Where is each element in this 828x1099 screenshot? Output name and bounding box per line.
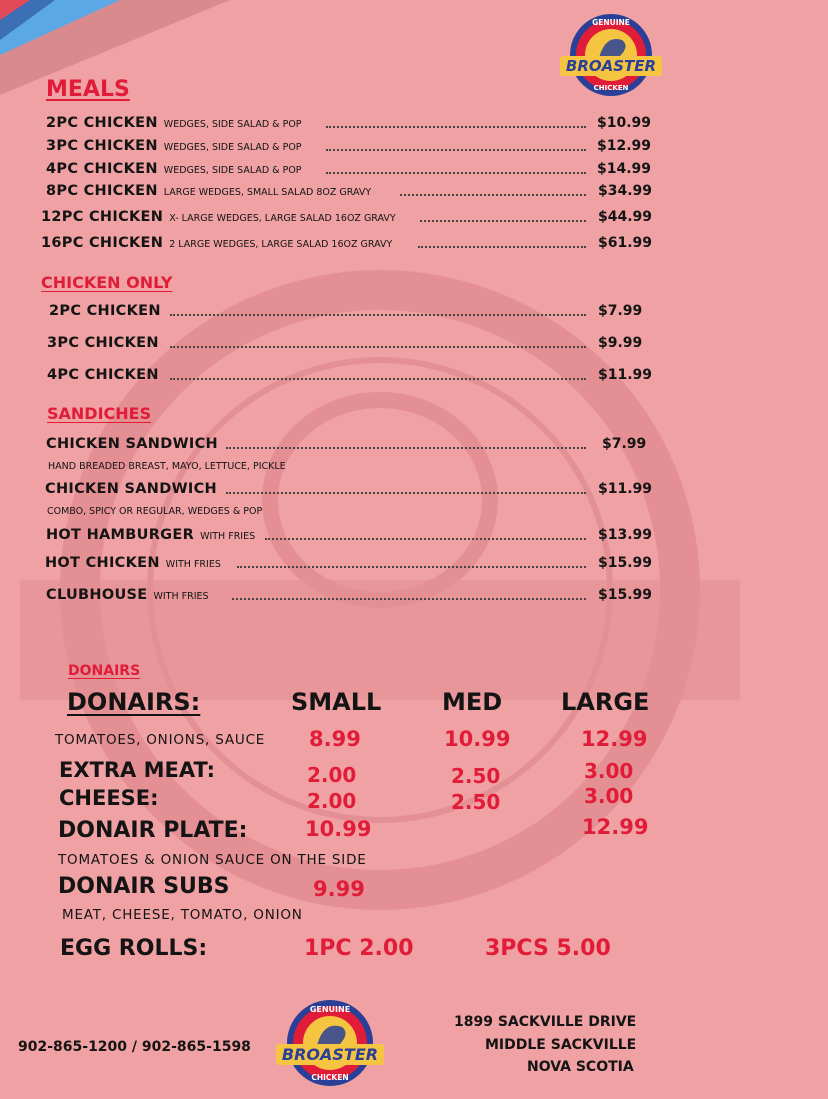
sandwich-item-label: CHICKEN SANDWICH (45, 481, 217, 497)
sandwich-row (0, 555, 828, 577)
sandwich-item-subdesc: HAND BREADED BREAST, MAYO, LETTUCE, PICKLE (48, 461, 286, 472)
sandwich-item-label: HOT CHICKEN (45, 555, 160, 571)
extra-meat-large: 3.00 (584, 759, 634, 783)
dot-leader (232, 598, 586, 600)
sandwich-item-name (46, 587, 209, 603)
dot-leader (226, 447, 586, 449)
svg-text:BROASTER: BROASTER (281, 1045, 379, 1064)
meal-item-name (46, 183, 371, 199)
sandwich-row (0, 481, 828, 517)
address-line-2: MIDDLE SACKVILLE (485, 1037, 637, 1053)
meal-item-desc: WEDGES, SIDE SALAD & POP (163, 119, 302, 130)
sandwich-item-price: $13.99 (598, 527, 653, 543)
meal-item-name (41, 235, 392, 251)
meal-item-label: 2PC CHICKEN (46, 115, 158, 131)
meal-item-desc: X- LARGE WEDGES, LARGE SALAD 16OZ GRAVY (169, 213, 396, 224)
sandwich-item-desc: WITH FRIES (165, 559, 221, 570)
dot-leader (400, 194, 586, 196)
meals-title: MEALS (46, 77, 130, 102)
meal-item-name (46, 161, 302, 177)
dot-leader (326, 149, 586, 151)
egg-rolls-one: 1PC 2.00 (304, 936, 414, 961)
cheese-med: 2.50 (451, 790, 501, 814)
donair-plate-desc: TOMATOES & ONION SAUCE ON THE SIDE (58, 852, 367, 868)
chicken-item-name (47, 367, 159, 383)
svg-text:CHICKEN: CHICKEN (311, 1073, 349, 1082)
sandwich-item-desc: WITH FRIES (200, 531, 256, 542)
sandwich-row (0, 527, 828, 549)
extra-meat-med: 2.50 (451, 764, 501, 788)
address-line-1: 1899 SACKVILLE DRIVE (454, 1014, 637, 1030)
sandwich-item-name (45, 555, 221, 571)
chicken-item-name (49, 303, 161, 319)
meal-row (0, 183, 828, 205)
meal-item-desc: 2 LARGE WEDGES, LARGE SALAD 16OZ GRAVY (169, 239, 393, 250)
column-small: SMALL (291, 688, 382, 716)
meal-item-name (46, 138, 302, 154)
cheese-small: 2.00 (307, 789, 357, 813)
donairs-header: DONAIRS: (67, 688, 201, 716)
meal-row (0, 161, 828, 183)
meal-item-price: $61.99 (598, 235, 653, 251)
chicken-item-price: $9.99 (598, 335, 643, 351)
dot-leader (265, 538, 586, 540)
meal-row (0, 235, 828, 257)
meal-item-desc: WEDGES, SIDE SALAD & POP (163, 142, 302, 153)
chicken-only-title: CHICKEN ONLY (41, 273, 173, 292)
meal-item-label: 3PC CHICKEN (46, 138, 158, 154)
meal-row (0, 209, 828, 231)
meal-row (0, 138, 828, 160)
meal-item-name (41, 209, 396, 225)
column-med: MED (442, 688, 503, 716)
chicken-item-price: $11.99 (598, 367, 653, 383)
dot-leader (226, 492, 586, 494)
donair-price-large: 12.99 (581, 727, 648, 751)
donair-plate-large: 12.99 (582, 815, 649, 839)
meal-row (0, 115, 828, 137)
sandwich-item-name (46, 436, 218, 452)
dot-leader (237, 566, 586, 568)
sandwich-item-label: HOT HAMBURGER (46, 527, 195, 543)
donair-price-med: 10.99 (444, 727, 511, 751)
dot-leader (170, 314, 586, 316)
meal-item-desc: LARGE WEDGES, SMALL SALAD 8OZ GRAVY (163, 187, 372, 198)
meal-item-price: $44.99 (598, 209, 653, 225)
address-line-3: NOVA SCOTIA (527, 1059, 634, 1075)
broaster-logo-top (558, 12, 664, 98)
sandwich-item-price: $11.99 (598, 481, 653, 497)
cheese-large: 3.00 (584, 784, 634, 808)
chicken-row (0, 335, 828, 357)
sandwich-item-subdesc: COMBO, SPICY OR REGULAR, WEDGES & POP (47, 506, 263, 517)
meal-item-price: $34.99 (598, 183, 653, 199)
sandwich-item-price: $15.99 (598, 555, 653, 571)
sandwich-item-name (46, 527, 255, 543)
meal-item-label: 8PC CHICKEN (46, 183, 158, 199)
chicken-item-price: $7.99 (598, 303, 643, 319)
donair-subs-label: DONAIR SUBS (58, 874, 230, 899)
donair-toppings: TOMATOES, ONIONS, SAUCE (55, 732, 266, 748)
meal-item-price: $12.99 (597, 138, 652, 154)
meal-item-desc: WEDGES, SIDE SALAD & POP (163, 165, 302, 176)
chicken-row (0, 367, 828, 389)
meal-item-name (46, 115, 302, 131)
sandwich-item-desc: WITH FRIES (153, 591, 209, 602)
dot-leader (326, 172, 586, 174)
sandwich-item-price: $15.99 (598, 587, 653, 603)
meal-item-label: 16PC CHICKEN (41, 235, 164, 251)
donairs-title: DONAIRS (68, 663, 141, 679)
dot-leader (418, 246, 586, 248)
egg-rolls-three: 3PCS 5.00 (485, 936, 611, 961)
extra-meat-label: EXTRA MEAT: (59, 758, 216, 782)
meal-item-price: $10.99 (597, 115, 652, 131)
donair-subs-desc: MEAT, CHEESE, TOMATO, ONION (62, 907, 303, 923)
sandwich-item-name (45, 481, 217, 497)
sandwich-item-price: $7.99 (602, 436, 647, 452)
sandwich-row (0, 436, 828, 472)
egg-rolls-label: EGG ROLLS: (60, 936, 208, 961)
extra-meat-small: 2.00 (307, 763, 357, 787)
meal-item-label: 12PC CHICKEN (41, 209, 164, 225)
svg-text:GENUINE: GENUINE (309, 1005, 351, 1014)
donair-plate-label: DONAIR PLATE: (58, 818, 248, 843)
svg-text:GENUINE: GENUINE (592, 18, 630, 27)
sandwich-row (0, 587, 828, 609)
chicken-item-label: 2PC CHICKEN (49, 303, 161, 319)
chicken-item-label: 4PC CHICKEN (47, 367, 159, 383)
phone-numbers: 902-865-1200 / 902-865-1598 (18, 1039, 251, 1055)
chicken-item-name (47, 335, 159, 351)
svg-text:BROASTER: BROASTER (565, 57, 657, 75)
meal-item-price: $14.99 (597, 161, 652, 177)
dot-leader (420, 220, 586, 222)
sandwich-item-label: CLUBHOUSE (46, 587, 148, 603)
donair-price-small: 8.99 (309, 727, 361, 751)
chicken-item-label: 3PC CHICKEN (47, 335, 159, 351)
chicken-row (0, 303, 828, 325)
svg-text:CHICKEN: CHICKEN (593, 84, 629, 92)
column-large: LARGE (561, 688, 650, 716)
broaster-logo-bottom (274, 998, 386, 1088)
dot-leader (170, 346, 586, 348)
dot-leader (326, 126, 586, 128)
sandwich-item-label: CHICKEN SANDWICH (46, 436, 218, 452)
meal-item-label: 4PC CHICKEN (46, 161, 158, 177)
sandwiches-title: SANDICHES (47, 404, 152, 423)
cheese-label: CHEESE: (59, 786, 159, 810)
donair-subs-price: 9.99 (313, 877, 365, 901)
dot-leader (170, 378, 586, 380)
donair-plate-small: 10.99 (305, 817, 372, 841)
